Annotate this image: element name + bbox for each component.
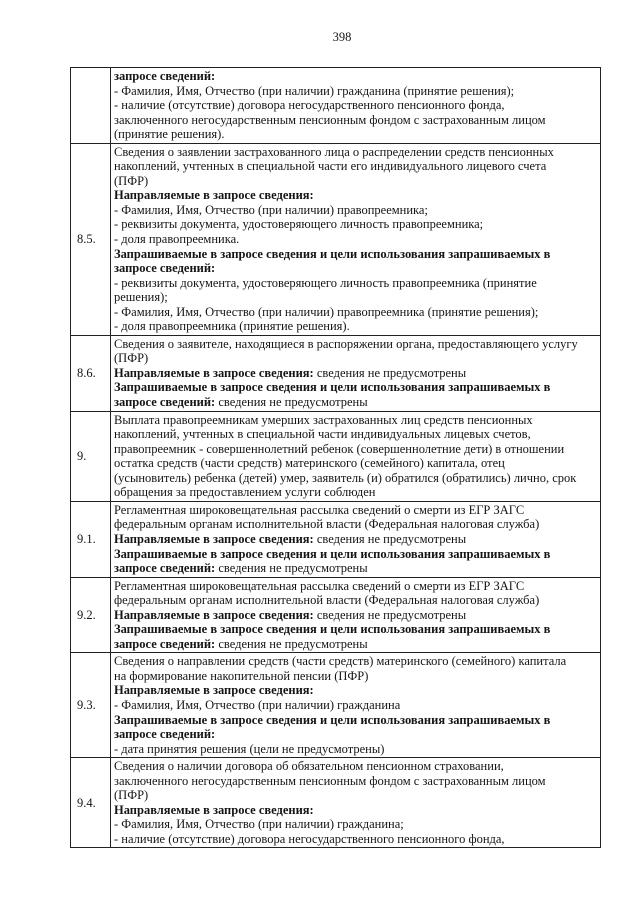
line-text: сведения не предусмотрены [218,395,368,410]
text-line [114,247,597,262]
text-line [114,532,597,547]
text-line [114,261,597,276]
text-line: Выплата правопреемникам умерших застрахованных лиц средств пенсионных [114,412,533,427]
row-number: 9.3. [71,653,111,758]
text-line: Регламентная широковещательная рассылка сведений о смерти из ЕГР ЗАГС [114,578,525,593]
bold-heading: запросе сведений: [114,561,216,576]
table-row [71,501,601,577]
text-line: решения); [114,290,168,305]
text-line: - доля правопреемника (принятие решения). [114,319,350,334]
text-line [114,713,597,728]
text-line [114,366,597,381]
text-line: - наличие (отсутствие) договора негосударственного пенсионного фонда, [114,98,505,113]
text-line: - наличие (отсутствие) договора негосударственного пенсионного фонда, [114,831,505,846]
row-number: 9. [71,411,111,501]
bold-heading: запросе сведений: [114,727,216,742]
text-line: накоплений, учтенных в специальной части его индивидуального лицевого счета [114,159,547,174]
text-line: (ПФР) [114,351,149,366]
row-number: 8.6. [71,335,111,411]
bold-heading: Направляемые в запросе сведения: [114,607,314,622]
table-row [71,143,601,335]
text-line: правопреемник - совершеннолетний ребенок (совершеннолетние дети) в отношении [114,441,565,456]
bold-heading: Направляемые в запросе сведения: [114,531,314,546]
text-line: на формирование накопительной пенсии (ПФР) [114,668,369,683]
text-line: - Фамилия, Имя, Отчество (при наличии) гражданина; [114,817,404,832]
line-text: сведения не предусмотрены [218,561,368,576]
text-line: (ПФР) [114,173,149,188]
text-line [114,727,597,742]
row-content [111,143,601,335]
row-content [111,501,601,577]
text-line [114,803,597,818]
bold-heading: Запрашиваемые в запросе сведения и цели использования запрашиваемых в [114,380,551,395]
row-content [111,577,601,653]
text-line: заключенного негосударственным пенсионным фондом с застрахованным лицом [114,773,546,788]
bold-heading: Направляемые в запросе сведения: [114,365,314,380]
table-row [71,411,601,501]
bold-heading: Запрашиваемые в запросе сведения и цели использования запрашиваемых в [114,622,551,637]
line-text: сведения не предусмотрены [316,365,467,380]
row-content [111,335,601,411]
text-line [114,637,597,652]
table-row [71,335,601,411]
text-line [114,622,597,637]
document-table [70,67,601,848]
bold-heading: запросе сведений: [114,261,216,276]
bold-heading: запросе сведений: [114,395,216,410]
table-row [71,653,601,758]
text-line: обращения за предоставлением услуги соблюден [114,485,376,500]
text-line: накоплений, учтенных в специальной части индивидуальных лицевых счетов, [114,427,531,442]
text-line [114,561,597,576]
text-line: - Фамилия, Имя, Отчество (при наличии) гражданина (принятие решения); [114,83,515,98]
line-text: сведения не предусмотрены [316,607,467,622]
text-line: - реквизиты документа, удостоверяющего личность правопреемника; [114,217,484,232]
bold-heading: запросе сведений: [114,69,216,83]
bold-heading: Запрашиваемые в запросе сведения и цели использования запрашиваемых в [114,246,551,261]
table-row [71,68,601,144]
row-number [71,68,111,144]
text-line: (усыновитель) ребенка (детей) умер, заявитель (и) обратился (обратились) лично, срок [114,470,577,485]
text-line: Регламентная широковещательная рассылка сведений о смерти из ЕГР ЗАГС [114,502,525,517]
text-line: (принятие решения). [114,127,225,142]
bold-heading: запросе сведений: [114,636,216,651]
row-number: 9.2. [71,577,111,653]
row-content [111,411,601,501]
row-content [111,68,601,144]
text-line: - дата принятия решения (цели не предусмотрены) [114,741,385,756]
text-line: заключенного негосударственным пенсионным фондом с застрахованным лицом [114,112,546,127]
text-line: Сведения о заявлении застрахованного лица о распределении средств пенсионных [114,144,554,159]
row-number: 8.5. [71,143,111,335]
text-line: - реквизиты документа, удостоверяющего личность правопреемника (принятие [114,275,537,290]
table-row [71,577,601,653]
bold-heading: Запрашиваемые в запросе сведения и цели использования запрашиваемых в [114,546,551,561]
row-number: 9.4. [71,758,111,848]
text-line: - Фамилия, Имя, Отчество (при наличии) правопреемника (принятие решения); [114,304,539,319]
row-number: 9.1. [71,501,111,577]
text-line [114,188,597,203]
text-line: - Фамилия, Имя, Отчество (при наличии) гражданина [114,697,401,712]
bold-heading: Запрашиваемые в запросе сведения и цели использования запрашиваемых в [114,712,551,727]
bold-heading: Направляемые в запросе сведения: [114,683,314,698]
row-content [111,653,601,758]
text-line [114,683,597,698]
text-line: - доля правопреемника. [114,232,240,247]
text-line: остатка средств (части средств) материнского (семейного) капитала, отец [114,456,505,471]
table-row [71,758,601,848]
text-line: Сведения о заявителе, находящиеся в распоряжении органа, предоставляющего услугу [114,336,578,351]
page-number: 398 [332,30,352,44]
bold-heading: Направляемые в запросе сведения: [114,188,314,203]
line-text: сведения не предусмотрены [316,531,467,546]
line-text: сведения не предусмотрены [218,636,368,651]
text-line: (ПФР) [114,788,149,803]
text-line [114,395,597,410]
bold-heading: Направляемые в запросе сведения: [114,802,314,817]
text-line: федеральным органам исполнительной власти (Федеральная налоговая служба) [114,593,540,608]
text-line [114,69,597,84]
text-line [114,608,597,623]
text-line [114,547,597,562]
text-line: - Фамилия, Имя, Отчество (при наличии) правопреемника; [114,202,428,217]
row-content [111,758,601,848]
text-line [114,380,597,395]
text-line: Сведения о наличии договора об обязательном пенсионном страховании, [114,759,504,774]
text-line: Сведения о направлении средств (части средств) материнского (семейного) капитала [114,654,567,669]
text-line: федеральным органам исполнительной власти (Федеральная налоговая служба) [114,517,540,532]
